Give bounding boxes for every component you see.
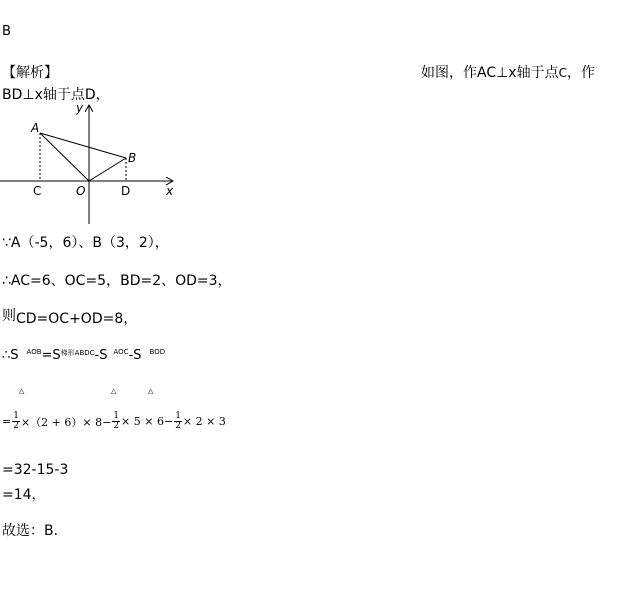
- label-x: x: [166, 184, 174, 198]
- area-subscript: AOB: [26, 348, 42, 356]
- intro-line-1: [421, 62, 595, 82]
- analysis-heading: 【解析】: [2, 65, 58, 81]
- fraction-denominator: 2: [113, 421, 120, 431]
- area-text: -S: [128, 348, 142, 363]
- calc-text: × 5 × 6−: [121, 415, 174, 428]
- fraction-numerator: 1: [13, 411, 19, 421]
- label-c: C: [33, 184, 42, 198]
- answer-letter: B: [2, 24, 11, 39]
- area-superscript: 梯形ABDC: [60, 349, 95, 357]
- step-text: CD=OC+OD=8，: [16, 311, 138, 327]
- area-subscript: BOD: [149, 348, 166, 356]
- calc-text: =: [2, 415, 12, 428]
- intro-text: 轴于点: [42, 87, 85, 103]
- fraction-half: [112, 412, 120, 431]
- conclusion: 故选：B．: [2, 523, 68, 539]
- label-o: O: [76, 184, 86, 198]
- intro-text: AC⊥x: [477, 65, 517, 81]
- fraction-half: [12, 412, 20, 431]
- step-calculation: [2, 412, 226, 431]
- label-y: y: [76, 101, 84, 115]
- coordinate-figure: [0, 96, 190, 230]
- fraction-denominator: 2: [175, 421, 181, 431]
- intro-text: C: [558, 66, 567, 80]
- area-text: =S: [41, 348, 61, 363]
- segment-ob: [89, 158, 126, 181]
- intro-text: ，作: [566, 65, 595, 81]
- intro-text: ，: [95, 87, 110, 103]
- fraction-denominator: 2: [13, 421, 19, 431]
- triangle-mark-1: △: [19, 387, 25, 395]
- step-result-2: =14，: [2, 487, 46, 503]
- area-text: -S: [94, 348, 108, 363]
- step-text: 则: [2, 308, 16, 324]
- step-given: ∵A（-5，6）、B（3，2），: [2, 235, 169, 251]
- label-d: D: [121, 184, 131, 198]
- label-a: A: [31, 121, 40, 135]
- calc-text: ×（2 + 6）× 8−: [20, 415, 112, 429]
- triangle-mark-2: △: [111, 387, 117, 395]
- fraction-half: [174, 412, 182, 431]
- step-area-formula: [2, 348, 165, 363]
- triangle-mark-3: △: [148, 387, 154, 395]
- step-cd: [2, 308, 137, 328]
- intro-text: D: [84, 87, 96, 103]
- fraction-numerator: 1: [175, 411, 181, 421]
- label-b: B: [128, 151, 137, 165]
- intro-text: 如图，作: [421, 65, 477, 81]
- intro-text: 轴于点: [516, 65, 559, 81]
- area-subscript: AOC: [113, 348, 129, 356]
- area-text: ∴S: [2, 348, 19, 363]
- step-lengths: ∴AC=6、OC=5，BD=2、OD=3，: [2, 273, 232, 289]
- calc-text: × 2 × 3: [182, 415, 226, 428]
- intro-text: BD⊥x: [2, 87, 43, 103]
- fraction-numerator: 1: [113, 411, 120, 421]
- step-result-1: =32-15-3: [2, 462, 69, 478]
